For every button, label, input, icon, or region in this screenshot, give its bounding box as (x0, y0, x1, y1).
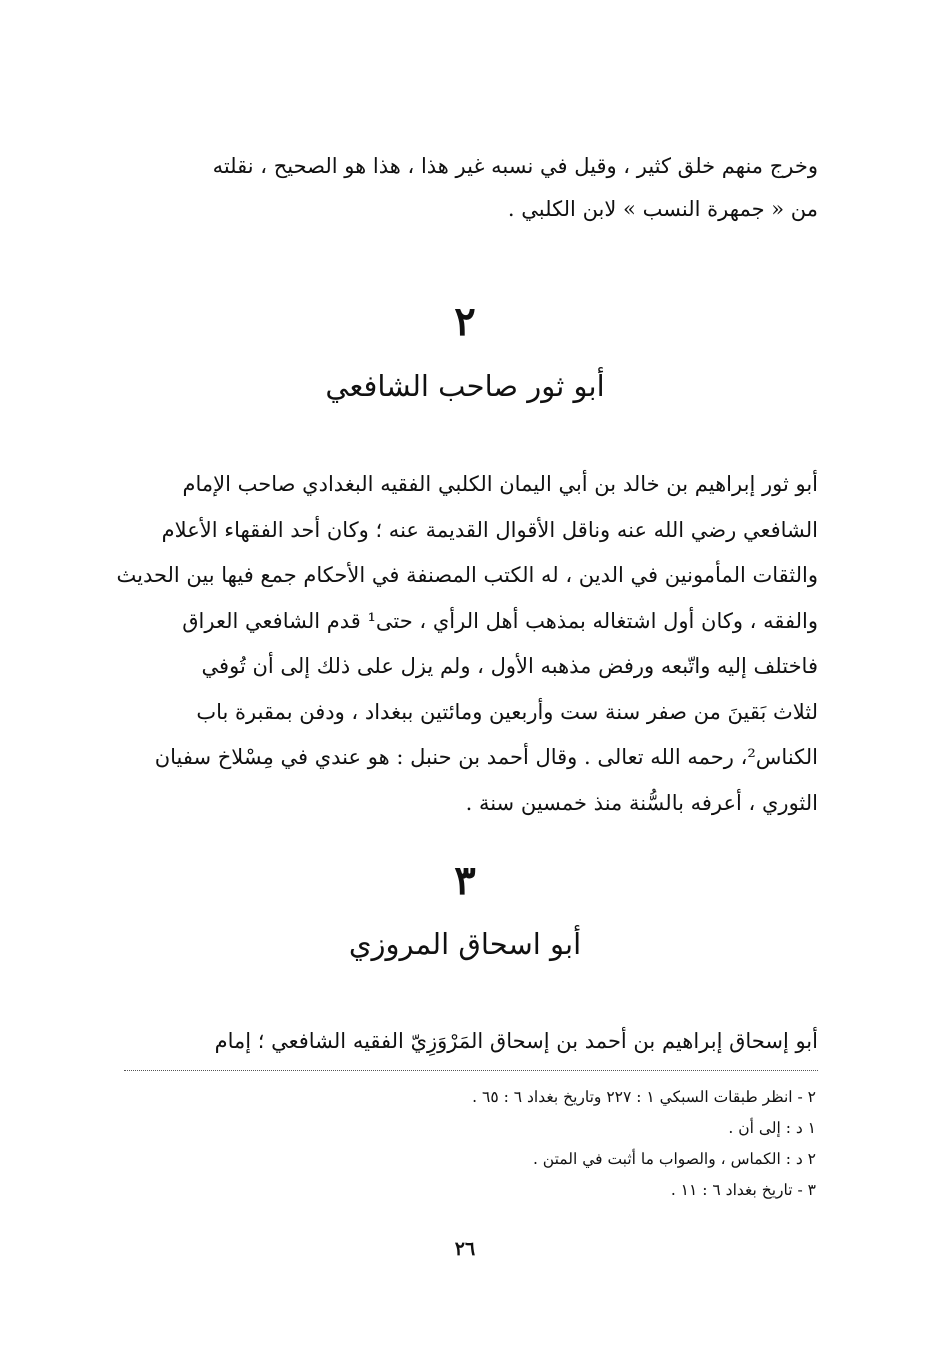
text-line: وخرج منهم خلق كثير ، وقيل في نسبه غير هذا ، هذا هو الصحيح ، نقلته (212, 154, 818, 178)
text-line: لثلاث بَقينَ من صفر سنة ست وأربعين ومائتين ببغداد ، ودفن بمقبرة باب (196, 699, 818, 724)
entry-heading: أبو ثور صاحب الشافعي (325, 369, 605, 403)
page-number: ٢٦ (454, 1238, 476, 1260)
footnotes (116, 1082, 816, 1206)
footnote: ٢ - انظر طبقات السبكي ١ : ٢٢٧ وتاريخ بغداد ٦ : ٦٥ . (472, 1088, 816, 1106)
entry-number: ٣ (454, 857, 476, 904)
entry-number: ٢ (454, 298, 476, 345)
footnote: ٣ - تاريخ بغداد ٦ : ١١ . (670, 1181, 816, 1199)
text-line: أبو ثور إبراهيم بن خالد بن أبي اليمان الكلبي الفقيه البغدادي صاحب الإمام (182, 472, 818, 496)
text-line: الشافعي رضي الله عنه وناقل الأقوال القديمة عنه ؛ وكان أحد الفقهاء الأعلام (161, 517, 818, 542)
text-line: أبو إسحاق إبراهيم بن أحمد بن إسحاق المَرْوَزِيّ الفقيه الشافعي ؛ إمام (214, 1029, 818, 1053)
footnote: ٢ د : الكماس ، والصواب ما أثبت في المتن . (532, 1150, 816, 1168)
entry-paragraph (118, 462, 818, 826)
intro-paragraph (118, 145, 818, 231)
footnote: ١ د : إلى أن . (728, 1119, 816, 1137)
text-line: فاختلف إليه واتّبعه ورفض مذهبه الأول ، ولم يزل على ذلك إلى أن تُوفي (201, 654, 818, 678)
entry-paragraph (118, 1021, 818, 1061)
footnote-divider (124, 1070, 818, 1071)
entry-heading: أبو اسحاق المروزي (348, 927, 582, 961)
text-line: الثوري ، أعرفه بالسُّنة منذ خمسين سنة . (465, 790, 818, 815)
text-line: الكناس²، رحمه الله تعالى . وقال أحمد بن حنبل : هو عندي في مِسْلاخ سفيان (154, 745, 818, 769)
text-line: من « جمهرة النسب » لابن الكلبي . (507, 197, 818, 221)
text-line: والثقات المأمونين في الدين ، له الكتب المصنفة في الأحكام جمع فيها بين الحديث (116, 563, 818, 587)
text-line: والفقه ، وكان أول اشتغاله بمذهب أهل الرأي ، حتى¹ قدم الشافعي العراق (182, 608, 818, 633)
